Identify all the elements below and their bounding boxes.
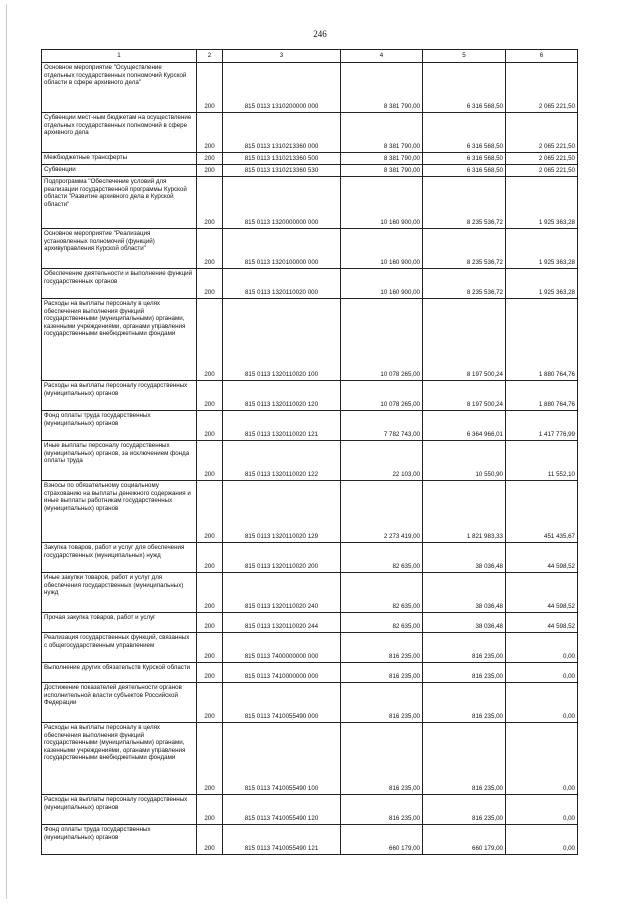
row-name-cell: Расходы на выплаты персоналу в целях обеспечения выполнения функций государственными (муниципальными) органами, казенными учреждениями, органами управления государственными внебюджетными фондами [42, 299, 197, 381]
row-executed-amount-cell: 816 235,00 [423, 683, 506, 723]
row-remaining-amount-cell: 1 925 363,28 [506, 229, 578, 269]
row-remaining-amount-cell: 11 552,10 [506, 441, 578, 481]
row-budget-code-cell: 815 0113 1310213360 000 [223, 113, 341, 153]
row-approved-amount-cell: 816 235,00 [341, 723, 423, 795]
row-budget-code-cell: 815 0113 1320110020 244 [223, 613, 341, 633]
row-approved-amount-cell: 816 235,00 [341, 663, 423, 683]
row-approved-amount-cell: 816 235,00 [341, 633, 423, 663]
row-budget-code-cell: 815 0113 1310200000 000 [223, 63, 341, 113]
row-name-cell: Межбюджетные трансферты [42, 153, 197, 165]
table-row [42, 723, 578, 795]
column-header: 3 [223, 50, 341, 63]
page-number: 246 [313, 29, 327, 39]
table-row [42, 63, 578, 113]
row-remaining-amount-cell: 0,00 [506, 723, 578, 795]
row-name-cell: Субвенции [42, 165, 197, 177]
row-executed-amount-cell: 660 179,00 [423, 825, 506, 855]
table-row [42, 411, 578, 441]
row-executed-amount-cell: 8 197 500,24 [423, 381, 506, 411]
row-name-cell: Обеспечение деятельности и выполнение функций государственных органов [42, 269, 197, 299]
table-row [42, 441, 578, 481]
budget-execution-table [41, 49, 578, 855]
row-executed-amount-cell: 6 316 568,50 [423, 165, 506, 177]
row-approved-amount-cell: 82 635,00 [341, 543, 423, 573]
table-row [42, 573, 578, 613]
row-name-cell: Расходы на выплаты персоналу государственных (муниципальных) органов [42, 795, 197, 825]
table-row [42, 613, 578, 633]
row-budget-code-cell: 815 0113 7400000000 000 [223, 633, 341, 663]
row-remaining-amount-cell: 1 925 363,28 [506, 177, 578, 229]
row-line-code-cell: 200 [197, 825, 223, 855]
table-row [42, 381, 578, 411]
row-line-code-cell: 200 [197, 381, 223, 411]
row-budget-code-cell: 815 0113 1320110020 121 [223, 411, 341, 441]
row-name-cell: Субвенции мест-ным бюджетам на осуществление отдельных государственных полномочий в сфере архивного дела [42, 113, 197, 153]
row-remaining-amount-cell: 2 065 221,50 [506, 63, 578, 113]
row-budget-code-cell: 815 0113 1310213360 500 [223, 153, 341, 165]
row-line-code-cell: 200 [197, 63, 223, 113]
row-budget-code-cell: 815 0113 1320110020 200 [223, 543, 341, 573]
row-executed-amount-cell: 38 036,48 [423, 613, 506, 633]
row-remaining-amount-cell: 2 065 221,50 [506, 165, 578, 177]
row-line-code-cell: 200 [197, 165, 223, 177]
row-name-cell: Фонд оплаты труда государственных (муниципальных) органов [42, 411, 197, 441]
row-remaining-amount-cell: 2 065 221,50 [506, 153, 578, 165]
row-name-cell: Иные выплаты персоналу государственных (муниципальных) органов, за исключением фонда оплаты труда [42, 441, 197, 481]
table-row [42, 663, 578, 683]
table-row [42, 299, 578, 381]
row-approved-amount-cell: 8 381 790,00 [341, 153, 423, 165]
row-approved-amount-cell: 10 160 900,00 [341, 269, 423, 299]
row-executed-amount-cell: 816 235,00 [423, 795, 506, 825]
row-line-code-cell: 200 [197, 441, 223, 481]
row-line-code-cell: 200 [197, 153, 223, 165]
row-budget-code-cell: 815 0113 1320110020 000 [223, 269, 341, 299]
table-row [42, 825, 578, 855]
row-line-code-cell: 200 [197, 543, 223, 573]
column-number-row [42, 50, 578, 63]
row-approved-amount-cell: 10 160 900,00 [341, 177, 423, 229]
row-remaining-amount-cell: 1 417 776,99 [506, 411, 578, 441]
row-executed-amount-cell: 38 036,48 [423, 573, 506, 613]
row-approved-amount-cell: 10 078 265,00 [341, 299, 423, 381]
row-executed-amount-cell: 6 316 568,50 [423, 63, 506, 113]
row-line-code-cell: 200 [197, 683, 223, 723]
row-name-cell: Иные закупки товаров, работ и услуг для обеспечения государственных (муниципальных) нужд [42, 573, 197, 613]
row-approved-amount-cell: 816 235,00 [341, 683, 423, 723]
row-executed-amount-cell: 816 235,00 [423, 663, 506, 683]
row-budget-code-cell: 815 0113 1320110020 120 [223, 381, 341, 411]
row-approved-amount-cell: 816 235,00 [341, 795, 423, 825]
row-executed-amount-cell: 6 316 568,50 [423, 113, 506, 153]
scan-edge-line [6, 4, 7, 899]
row-approved-amount-cell: 8 381 790,00 [341, 63, 423, 113]
row-executed-amount-cell: 6 316 568,50 [423, 153, 506, 165]
row-remaining-amount-cell: 0,00 [506, 683, 578, 723]
table-row [42, 165, 578, 177]
column-header: 2 [197, 50, 223, 63]
row-executed-amount-cell: 8 235 536,72 [423, 177, 506, 229]
row-line-code-cell: 200 [197, 269, 223, 299]
row-remaining-amount-cell: 0,00 [506, 663, 578, 683]
table-row [42, 269, 578, 299]
table-row [42, 177, 578, 229]
row-approved-amount-cell: 82 635,00 [341, 613, 423, 633]
row-name-cell: Расходы на выплаты персоналу в целях обеспечения выполнения функций государственными (муниципальными) органами, казенными учреждениями, органами управления государственными внебюджетными фондами [42, 723, 197, 795]
row-executed-amount-cell: 8 235 536,72 [423, 229, 506, 269]
column-header: 4 [341, 50, 423, 63]
row-remaining-amount-cell: 1 925 363,28 [506, 269, 578, 299]
row-remaining-amount-cell: 0,00 [506, 795, 578, 825]
row-budget-code-cell: 815 0113 1320110020 100 [223, 299, 341, 381]
row-line-code-cell: 200 [197, 113, 223, 153]
row-name-cell: Взносы по обязательному социальному страхованию на выплаты денежного содержания и иные выплаты работникам государственных (муниципальных) органов [42, 481, 197, 543]
row-line-code-cell: 200 [197, 229, 223, 269]
table-row [42, 795, 578, 825]
row-name-cell: Подпрограмма "Обеспечение условий для реализации государственной программы Курской области "Развитие архивного дела в Курской области" [42, 177, 197, 229]
row-executed-amount-cell: 38 036,48 [423, 543, 506, 573]
row-budget-code-cell: 815 0113 7410000000 000 [223, 663, 341, 683]
row-executed-amount-cell: 6 364 966,01 [423, 411, 506, 441]
row-line-code-cell: 200 [197, 663, 223, 683]
row-approved-amount-cell: 22 103,00 [341, 441, 423, 481]
row-budget-code-cell: 815 0113 1320100000 000 [223, 229, 341, 269]
row-line-code-cell: 200 [197, 723, 223, 795]
row-approved-amount-cell: 660 179,00 [341, 825, 423, 855]
table-row [42, 481, 578, 543]
row-remaining-amount-cell: 1 880 764,76 [506, 299, 578, 381]
row-remaining-amount-cell: 1 880 764,76 [506, 381, 578, 411]
table-row [42, 633, 578, 663]
row-remaining-amount-cell: 451 435,67 [506, 481, 578, 543]
row-name-cell: Прочая закупка товаров, работ и услуг [42, 613, 197, 633]
row-remaining-amount-cell: 44 598,52 [506, 613, 578, 633]
row-executed-amount-cell: 816 235,00 [423, 633, 506, 663]
row-executed-amount-cell: 8 235 536,72 [423, 269, 506, 299]
row-approved-amount-cell: 7 782 743,00 [341, 411, 423, 441]
table-row [42, 543, 578, 573]
table-row [42, 113, 578, 153]
row-remaining-amount-cell: 0,00 [506, 825, 578, 855]
row-budget-code-cell: 815 0113 1320110020 240 [223, 573, 341, 613]
row-budget-code-cell: 815 0113 1320110020 122 [223, 441, 341, 481]
row-name-cell: Реализация государственных функций, связанных с общегосударственным управлением [42, 633, 197, 663]
row-name-cell: Основное мероприятие "Реализация установленных полномочий (функций) архивуправления Курской области" [42, 229, 197, 269]
row-line-code-cell: 200 [197, 177, 223, 229]
table-row [42, 229, 578, 269]
row-approved-amount-cell: 10 160 900,00 [341, 229, 423, 269]
row-remaining-amount-cell: 0,00 [506, 633, 578, 663]
row-budget-code-cell: 815 0113 7410055490 120 [223, 795, 341, 825]
row-approved-amount-cell: 2 273 419,00 [341, 481, 423, 543]
row-budget-code-cell: 815 0113 1310213360 530 [223, 165, 341, 177]
row-name-cell: Основное мероприятие "Осуществление отдельных государственных полномочий Курской области в сфере архивного дела" [42, 63, 197, 113]
row-name-cell: Расходы на выплаты персоналу государственных (муниципальных) органов [42, 381, 197, 411]
row-line-code-cell: 200 [197, 411, 223, 441]
row-approved-amount-cell: 10 078 265,00 [341, 381, 423, 411]
row-approved-amount-cell: 82 635,00 [341, 573, 423, 613]
row-name-cell: Фонд оплаты труда государственных (муниципальных) органов [42, 825, 197, 855]
row-executed-amount-cell: 816 235,00 [423, 723, 506, 795]
row-remaining-amount-cell: 44 598,52 [506, 543, 578, 573]
column-header: 1 [42, 50, 197, 63]
row-line-code-cell: 200 [197, 573, 223, 613]
row-budget-code-cell: 815 0113 7410055490 000 [223, 683, 341, 723]
row-executed-amount-cell: 8 197 500,24 [423, 299, 506, 381]
column-header: 5 [423, 50, 506, 63]
row-remaining-amount-cell: 44 598,52 [506, 573, 578, 613]
row-name-cell: Закупка товаров, работ и услуг для обеспечения государственных (муниципальных) нужд [42, 543, 197, 573]
row-line-code-cell: 200 [197, 795, 223, 825]
row-line-code-cell: 200 [197, 613, 223, 633]
row-budget-code-cell: 815 0113 1320110020 129 [223, 481, 341, 543]
row-budget-code-cell: 815 0113 1320000000 000 [223, 177, 341, 229]
row-budget-code-cell: 815 0113 7410055490 100 [223, 723, 341, 795]
table-body [42, 50, 578, 855]
row-executed-amount-cell: 1 821 983,33 [423, 481, 506, 543]
row-line-code-cell: 200 [197, 481, 223, 543]
row-name-cell: Выполнение других обязательств Курской области [42, 663, 197, 683]
table-row [42, 153, 578, 165]
row-approved-amount-cell: 8 381 790,00 [341, 165, 423, 177]
row-name-cell: Достижение показателей деятельности органов исполнительной власти субъектов Российской Федерации [42, 683, 197, 723]
column-header: 6 [506, 50, 578, 63]
row-remaining-amount-cell: 2 065 221,50 [506, 113, 578, 153]
row-approved-amount-cell: 8 381 790,00 [341, 113, 423, 153]
table-row [42, 683, 578, 723]
row-line-code-cell: 200 [197, 633, 223, 663]
row-budget-code-cell: 815 0113 7410055490 121 [223, 825, 341, 855]
row-line-code-cell: 200 [197, 299, 223, 381]
row-executed-amount-cell: 10 550,90 [423, 441, 506, 481]
